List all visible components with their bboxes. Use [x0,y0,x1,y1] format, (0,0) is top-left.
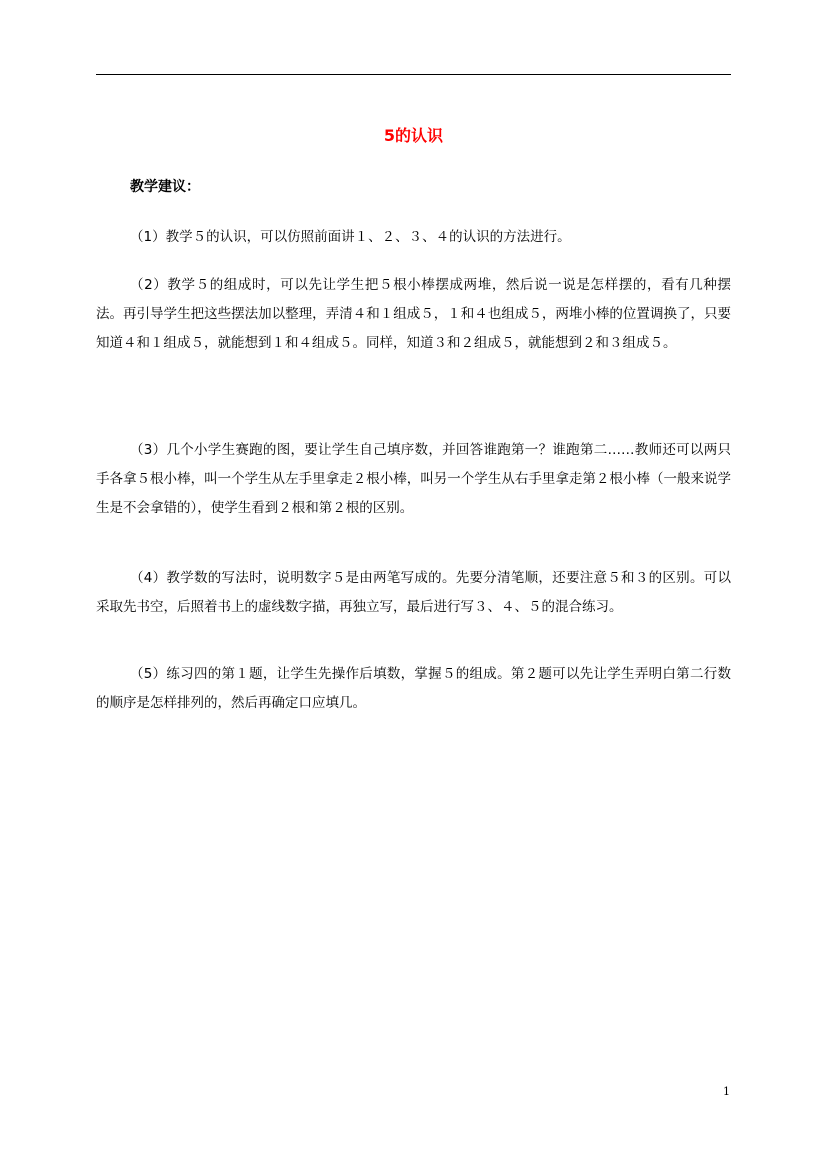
paragraph-1: （1）教学５的认识，可以仿照前面讲１、２、３、４的认识的方法进行。 [130,229,571,245]
paragraph-5: （5）练习四的第１题，让学生先操作后填数，掌握５的组成。第２题可以先让学生弄明白第二行数的顺序是怎样排列的，然后再确定口应填几。 [96,666,731,711]
document-title: 5的认识 [383,126,444,145]
paragraph-4: （4）教学数的写法时，说明数字５是由两笔写成的。先要分清笔顺，还要注意５和３的区别。可以采取先书空，后照着书上的虚线数字描，再独立写，最后进行写３、４、５的混合练习。 [96,570,731,615]
paragraph-2: （2）教学５的组成时，可以先让学生把５根小棒摆成两堆，然后说一说是怎样摆的，看有几种摆法。再引导学生把这些摆法加以整理，弄清４和１组成５，１和４也组成５，两堆小棒的位置调换了，只要知道４和１组成５，就能想到１和４组成５。同样，知道３和２组成５，就能想到２和３组成５。 [96,277,731,351]
header-rule [96,74,731,75]
paragraph-3: （3）几个小学生赛跑的图，要让学生自己填序数，并回答谁跑第一？谁跑第二……教师还可以两只手各拿５根小棒，叫一个学生从左手里拿走２根小棒，叫另一个学生从右手里拿走第２根小棒（一般来说学生是不会拿错的），使学生看到２根和第２根的区别。 [96,442,731,516]
page-number: 1 [723,1085,730,1098]
section-heading: 教学建议： [130,179,200,195]
